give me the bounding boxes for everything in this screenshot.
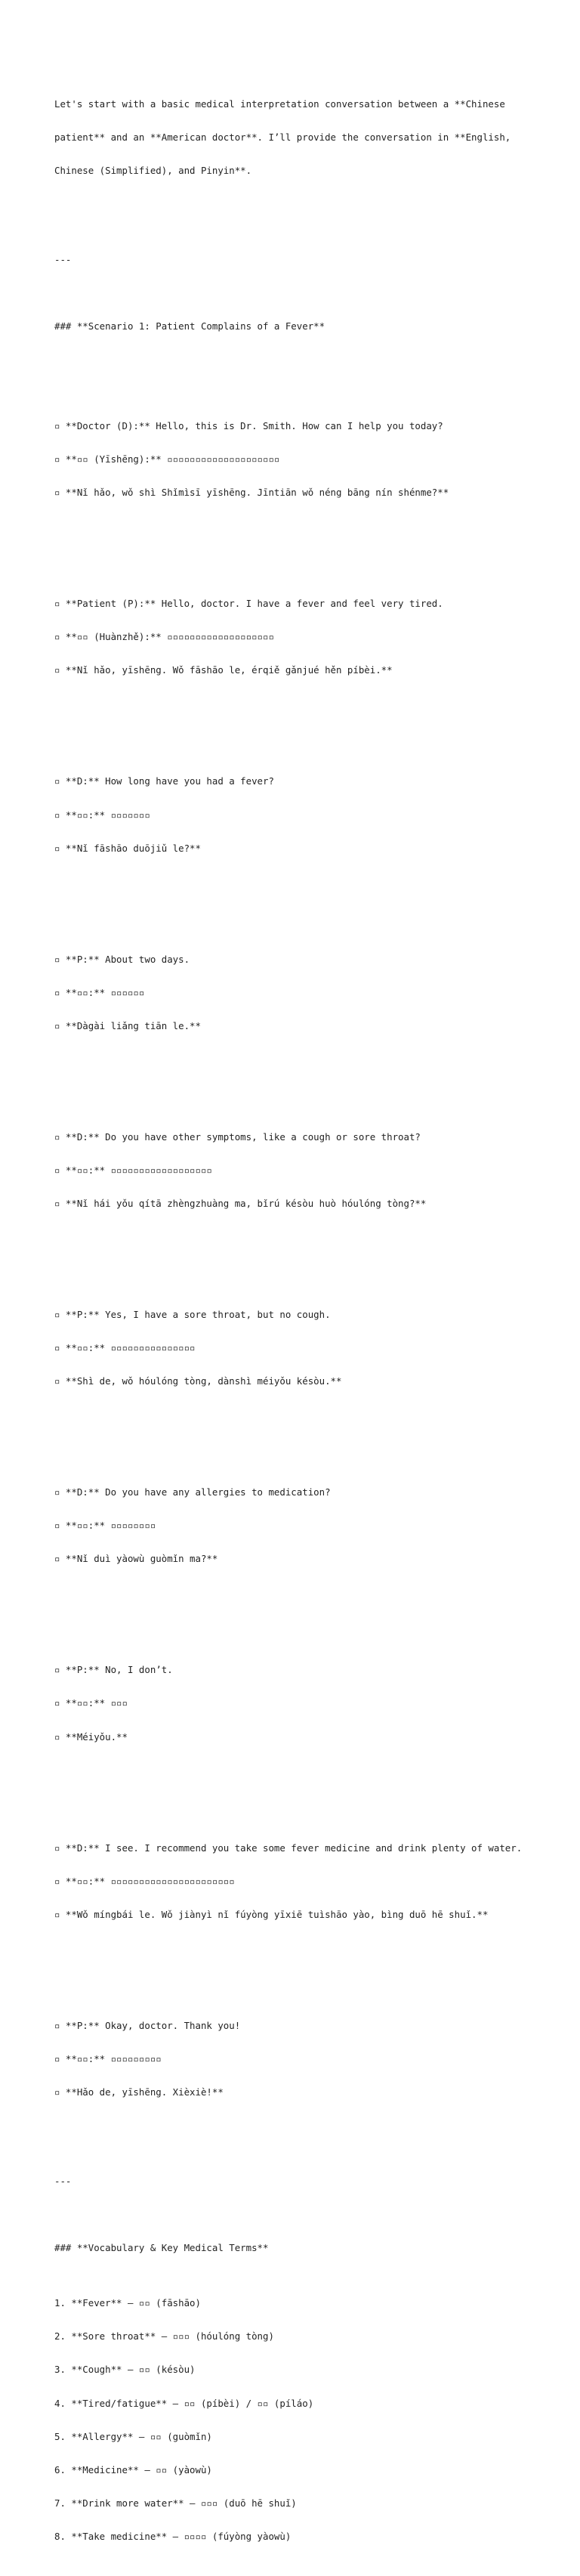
vocab-item: 1. **Fever** – ▫▫ (fāshāo) xyxy=(54,2297,201,2309)
dialogue-chinese-line: ▫ **▫▫ (Huànzhě):** ▫▫▫▫▫▫▫▫▫▫▫▫▫▫▫▫▫▫▫ xyxy=(54,631,274,643)
dialogue-exchange-symptoms-answer xyxy=(54,1288,538,1410)
dialogue-english-line: ▫ **D:** How long have you had a fever? xyxy=(54,775,274,787)
separator: --- xyxy=(54,2175,72,2187)
dialogue-english-line: ▫ **D:** Do you have other symptoms, like a cough or sore throat? xyxy=(54,1130,421,1143)
dialogue-english-line: ▫ **P:** About two days. xyxy=(54,953,190,965)
dialogue-exchange-duration-answer xyxy=(54,932,538,1054)
dialogue-exchange-allergy-answer xyxy=(54,1643,538,1765)
dialogue-chinese-line: ▫ **▫▫ (Yīshēng):** ▫▫▫▫▫▫▫▫▫▫▫▫▫▫▫▫▫▫▫▫ xyxy=(54,453,280,465)
dialogue-pinyin-line: ▫ **Hǎo de, yīshēng. Xièxiè!** xyxy=(54,2086,224,2098)
vocab-item: 6. **Medicine** – ▫▫ (yàowù) xyxy=(54,2463,212,2475)
vocab-item: 3. **Cough** – ▫▫ (késòu) xyxy=(54,2364,196,2376)
intro-line: Let's start with a basic medical interpretation conversation between a **Chinese xyxy=(54,97,505,110)
dialogue-exchange-thanks xyxy=(54,1998,538,2120)
dialogue-english-line: ▫ **P:** Okay, doctor. Thank you! xyxy=(54,2019,241,2031)
vocab-item: 7. **Drink more water** – ▫▫▫ (duō hē shuǐ) xyxy=(54,2497,297,2509)
dialogue-exchange-recommendation xyxy=(54,1820,538,1943)
dialogue-exchange-patient-fever xyxy=(54,577,538,699)
dialogue-chinese-line: ▫ **▫▫:** ▫▫▫▫▫▫▫▫▫▫▫▫▫▫▫ xyxy=(54,1342,196,1354)
intro-paragraph xyxy=(54,76,538,199)
dialogue-english-line: ▫ **Patient (P):** Hello, doctor. I have a fever and feel very tired. xyxy=(54,598,443,610)
dialogue-pinyin-line: ▫ **Shì de, wǒ hóulóng tòng, dànshì méiyǒu késòu.** xyxy=(54,1375,342,1387)
dialogue-pinyin-line: ▫ **Nǐ hǎo, wǒ shì Shǐmìsī yīshēng. Jīntiān wǒ néng bāng nín shénme?** xyxy=(54,487,449,499)
scenario-heading: ### **Scenario 1: Patient Complains of a Fever** xyxy=(54,320,325,332)
dialogue-chinese-line: ▫ **▫▫:** ▫▫▫▫▫▫▫▫▫▫▫▫▫▫▫▫▫▫ xyxy=(54,1164,212,1176)
vocab-item: 8. **Take medicine** – ▫▫▫▫ (fúyòng yàowù) xyxy=(54,2530,292,2542)
document-page xyxy=(54,54,538,2576)
dialogue-pinyin-line: ▫ **Wǒ míngbái le. Wǒ jiànyì nǐ fúyòng yīxiē tuìshāo yào, bìng duō hē shuǐ.** xyxy=(54,1908,489,1920)
dialogue-chinese-line: ▫ **▫▫:** ▫▫▫▫▫▫▫▫▫▫▫▫▫▫▫▫▫▫▫▫▫▫ xyxy=(54,1875,235,1887)
dialogue-pinyin-line: ▫ **Nǐ fāshāo duōjiǔ le?** xyxy=(54,842,201,854)
separator: --- xyxy=(54,253,72,265)
dialogue-english-line: ▫ **P:** Yes, I have a sore throat, but no cough. xyxy=(54,1309,331,1321)
dialogue-chinese-line: ▫ **▫▫:** ▫▫▫▫▫▫▫ xyxy=(54,809,150,821)
dialogue-chinese-line: ▫ **▫▫:** ▫▫▫ xyxy=(54,1697,128,1709)
vocab-item: 2. **Sore throat** – ▫▫▫ (hóulóng tòng) xyxy=(54,2330,274,2343)
vocab-item: 5. **Allergy** – ▫▫ (guòmǐn) xyxy=(54,2430,212,2442)
dialogue-pinyin-line: ▫ **Nǐ hǎo, yīshēng. Wǒ fāshāo le, érqiě gǎnjué hěn píbèi.** xyxy=(54,664,393,676)
dialogue-exchange-duration-question xyxy=(54,754,538,877)
vocab-item: 4. **Tired/fatigue** – ▫▫ (píbèi) / ▫▫ (píláo) xyxy=(54,2397,314,2409)
vocab-list xyxy=(54,2276,538,2565)
dialogue-chinese-line: ▫ **▫▫:** ▫▫▫▫▫▫▫▫▫ xyxy=(54,2052,162,2064)
dialogue-pinyin-line: ▫ **Dàgài liǎng tiān le.** xyxy=(54,1019,201,1031)
dialogue-english-line: ▫ **D:** Do you have any allergies to medication? xyxy=(54,1486,331,1498)
dialogue-exchange-doctor-greeting xyxy=(54,399,538,521)
dialogue-english-line: ▫ **D:** I see. I recommend you take some fever medicine and drink plenty of water. xyxy=(54,1842,523,1854)
dialogue-exchange-symptoms-question xyxy=(54,1109,538,1232)
dialogue-chinese-line: ▫ **▫▫:** ▫▫▫▫▫▫ xyxy=(54,986,145,998)
intro-line: patient** and an **American doctor**. I’ll provide the conversation in **English, xyxy=(54,131,511,143)
vocab-heading: ### **Vocabulary & Key Medical Terms** xyxy=(54,2241,269,2253)
dialogue-pinyin-line: ▫ **Nǐ duì yàowù guòmǐn ma?** xyxy=(54,1553,218,1565)
dialogue-english-line: ▫ **Doctor (D):** Hello, this is Dr. Smith. How can I help you today? xyxy=(54,420,443,432)
dialogue-pinyin-line: ▫ **Nǐ hái yǒu qítā zhèngzhuàng ma, bǐrú késòu huò hóulóng tòng?** xyxy=(54,1198,427,1210)
dialogue-english-line: ▫ **P:** No, I don’t. xyxy=(54,1664,173,1676)
intro-line: Chinese (Simplified), and Pinyin**. xyxy=(54,165,252,176)
dialogue-pinyin-line: ▫ **Méiyǒu.** xyxy=(54,1730,128,1743)
dialogue-chinese-line: ▫ **▫▫:** ▫▫▫▫▫▫▫▫ xyxy=(54,1520,156,1532)
dialogue-exchange-allergy-question xyxy=(54,1465,538,1588)
